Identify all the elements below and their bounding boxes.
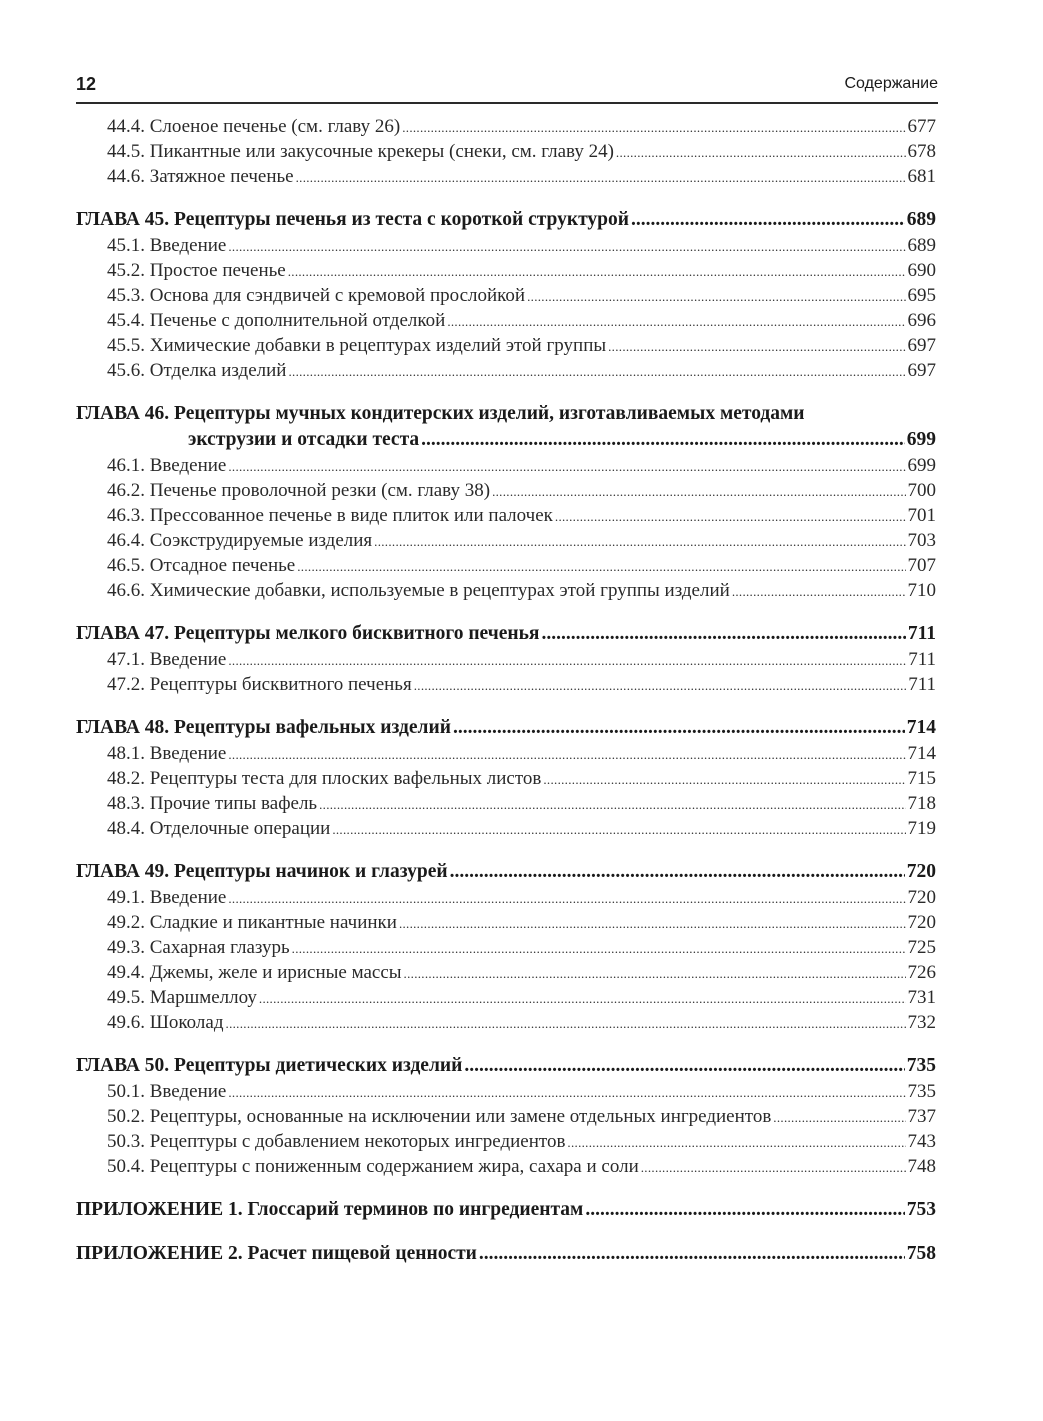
toc-entry (76, 139, 936, 164)
toc-entry (76, 741, 936, 766)
toc-entry (76, 1129, 936, 1154)
toc-entry-page: 681 (907, 166, 936, 187)
toc-entry (76, 578, 936, 603)
toc-entry-page: 719 (907, 818, 936, 839)
toc-entry (76, 258, 936, 283)
toc-entry-page: 731 (907, 987, 936, 1008)
toc-entry-title: 45.1. Введение (107, 235, 227, 256)
toc-entry (76, 503, 936, 528)
toc-entry (76, 791, 936, 816)
toc-entry-title: 45.2. Простое печенье (107, 260, 286, 281)
appendix-heading (76, 1197, 936, 1223)
toc-entry-page: 748 (907, 1156, 936, 1177)
toc-entry-title: 49.3. Сахарная глазурь (107, 937, 290, 958)
toc-entry (76, 766, 936, 791)
chapter-heading (76, 1053, 936, 1079)
toc-entry-title: 50.2. Рецептуры, основанные на исключении или замене отдельных ингредиентов (107, 1106, 772, 1127)
toc-entry (76, 1104, 936, 1129)
toc-entry (76, 960, 936, 985)
toc-entry-page: 737 (907, 1106, 936, 1127)
toc-entry-page: 678 (907, 141, 936, 162)
toc-entry-title: 46.6. Химические добавки, используемые в рецептурах этой группы изделий (107, 580, 730, 601)
toc-entry-title: 48.3. Прочие типы вафель (107, 793, 318, 814)
toc-entry (76, 1010, 936, 1035)
page-number: 12 (76, 74, 97, 94)
toc-entry-title: 49.6. Шоколад (107, 1012, 224, 1033)
toc-entry (76, 233, 936, 258)
toc-entry (76, 358, 936, 383)
toc-entry-title: 45.6. Отделка изделий (107, 360, 287, 381)
toc-entry-title: 44.6. Затяжное печенье (107, 166, 294, 187)
toc-entry-page: 696 (907, 310, 936, 331)
toc-entry-page: 725 (907, 937, 936, 958)
chapter-page: 699 (906, 429, 936, 450)
toc-entry-title: 48.1. Введение (107, 743, 227, 764)
chapter-heading (76, 715, 936, 741)
chapter-heading (76, 621, 936, 647)
toc-entry (76, 114, 936, 139)
toc-entry-page: 735 (907, 1081, 936, 1102)
chapter-title: экструзии и отсадки теста (188, 429, 420, 450)
toc-entry-title: 48.4. Отделочные операции (107, 818, 331, 839)
toc-entry-page: 703 (907, 530, 936, 551)
toc-entry-page: 690 (907, 260, 936, 281)
toc-entry (76, 935, 936, 960)
toc-entry (76, 647, 936, 672)
toc-entry-title: 49.4. Джемы, желе и ирисные массы (107, 962, 402, 983)
toc-entry (76, 164, 936, 189)
toc-entry-title: 50.3. Рецептуры с добавлением некоторых ингредиентов (107, 1131, 566, 1152)
chapter-heading (76, 427, 936, 453)
running-head: Содержание (844, 75, 938, 92)
toc-entry (76, 528, 936, 553)
chapter-title: ГЛАВА 45. Рецептуры печенья из теста с короткой структурой (76, 209, 630, 230)
toc-entry-title: 46.3. Прессованное печенье в виде плиток или палочек (107, 505, 553, 526)
toc-entry-page: 711 (908, 649, 936, 670)
appendix-title: ПРИЛОЖЕНИЕ 1. Глоссарий терминов по ингредиентам (76, 1199, 584, 1220)
toc-entry (76, 672, 936, 697)
toc-entry (76, 1079, 936, 1104)
toc-entry (76, 885, 936, 910)
toc-entry-page: 701 (907, 505, 936, 526)
toc-entry-page: 699 (907, 455, 936, 476)
toc-entry-page: 714 (907, 743, 936, 764)
toc-entry-title: 49.1. Введение (107, 887, 227, 908)
toc-entry-page: 726 (907, 962, 936, 983)
toc-entry (76, 453, 936, 478)
toc-entry-title: 48.2. Рецептуры теста для плоских вафельных листов (107, 768, 542, 789)
chapter-title-line: ГЛАВА 46. Рецептуры мучных кондитерских изделий, изготавливаемых методами (76, 403, 805, 424)
toc-entry (76, 1154, 936, 1179)
toc-entry-title: 45.3. Основа для сэндвичей с кремовой прослойкой (107, 285, 526, 306)
toc-entry-title: 46.1. Введение (107, 455, 227, 476)
toc-entry-page: 743 (907, 1131, 936, 1152)
chapter-title: ГЛАВА 49. Рецептуры начинок и глазурей (76, 861, 448, 882)
toc-entry-title: 50.4. Рецептуры с пониженным содержанием жира, сахара и соли (107, 1156, 639, 1177)
appendix-page: 753 (906, 1199, 936, 1220)
chapter-heading (76, 859, 936, 885)
chapter-title: ГЛАВА 50. Рецептуры диетических изделий (76, 1055, 463, 1076)
toc-entry-page: 720 (907, 887, 936, 908)
toc-entry-page: 710 (907, 580, 936, 601)
toc-entry (76, 478, 936, 503)
toc-entry-page: 718 (907, 793, 936, 814)
toc-entry-title: 49.2. Сладкие и пикантные начинки (107, 912, 397, 933)
appendix-title: ПРИЛОЖЕНИЕ 2. Расчет пищевой ценности (76, 1243, 477, 1264)
toc-entry-title: 49.5. Маршмеллоу (107, 987, 257, 1008)
chapter-page: 714 (906, 717, 936, 738)
toc-entry (76, 308, 936, 333)
toc-entry-title: 44.4. Слоеное печенье (см. главу 26) (107, 116, 401, 137)
toc-entry-page: 720 (907, 912, 936, 933)
chapter-title: ГЛАВА 47. Рецептуры мелкого бисквитного печенья (76, 623, 540, 644)
toc-entry (76, 333, 936, 358)
toc-entry-title: 47.2. Рецептуры бисквитного печенья (107, 674, 412, 695)
appendix-heading (76, 1241, 936, 1267)
toc-entry-title: 45.5. Химические добавки в рецептурах изделий этой группы (107, 335, 607, 356)
chapter-title: ГЛАВА 48. Рецептуры вафельных изделий (76, 717, 451, 738)
page-header (76, 72, 938, 104)
chapter-page: 720 (906, 861, 936, 882)
toc-entry-title: 46.5. Отсадное печенье (107, 555, 296, 576)
toc-entry-title: 44.5. Пикантные или закусочные крекеры (снеки, см. главу 24) (107, 141, 614, 162)
toc-entry-page: 732 (907, 1012, 936, 1033)
toc-entry (76, 910, 936, 935)
toc-entry-title: 50.1. Введение (107, 1081, 227, 1102)
toc-entry (76, 816, 936, 841)
chapter-page: 735 (906, 1055, 936, 1076)
toc-entry-title: 47.1. Введение (107, 649, 227, 670)
appendix-page: 758 (906, 1243, 936, 1264)
chapter-page: 689 (906, 209, 936, 230)
chapter-page: 711 (907, 623, 936, 644)
toc-entry-page: 700 (907, 480, 936, 501)
toc-entry (76, 553, 936, 578)
toc-entry-page: 677 (907, 116, 936, 137)
toc-entry-page: 697 (907, 335, 936, 356)
toc-entry-page: 697 (907, 360, 936, 381)
toc-entry-page: 711 (908, 674, 936, 695)
toc-entry-page: 715 (907, 768, 936, 789)
toc-entry-page: 707 (907, 555, 936, 576)
toc-entry-page: 689 (907, 235, 936, 256)
toc-entry-title: 46.4. Соэкструдируемые изделия (107, 530, 373, 551)
toc-entry-title: 45.4. Печенье с дополнительной отделкой (107, 310, 446, 331)
toc-entry-page: 695 (907, 285, 936, 306)
toc-entry (76, 985, 936, 1010)
toc-entry (76, 283, 936, 308)
toc-entry-title: 46.2. Печенье проволочной резки (см. главу 38) (107, 480, 491, 501)
table-of-contents (76, 114, 936, 1267)
chapter-heading (76, 207, 936, 233)
